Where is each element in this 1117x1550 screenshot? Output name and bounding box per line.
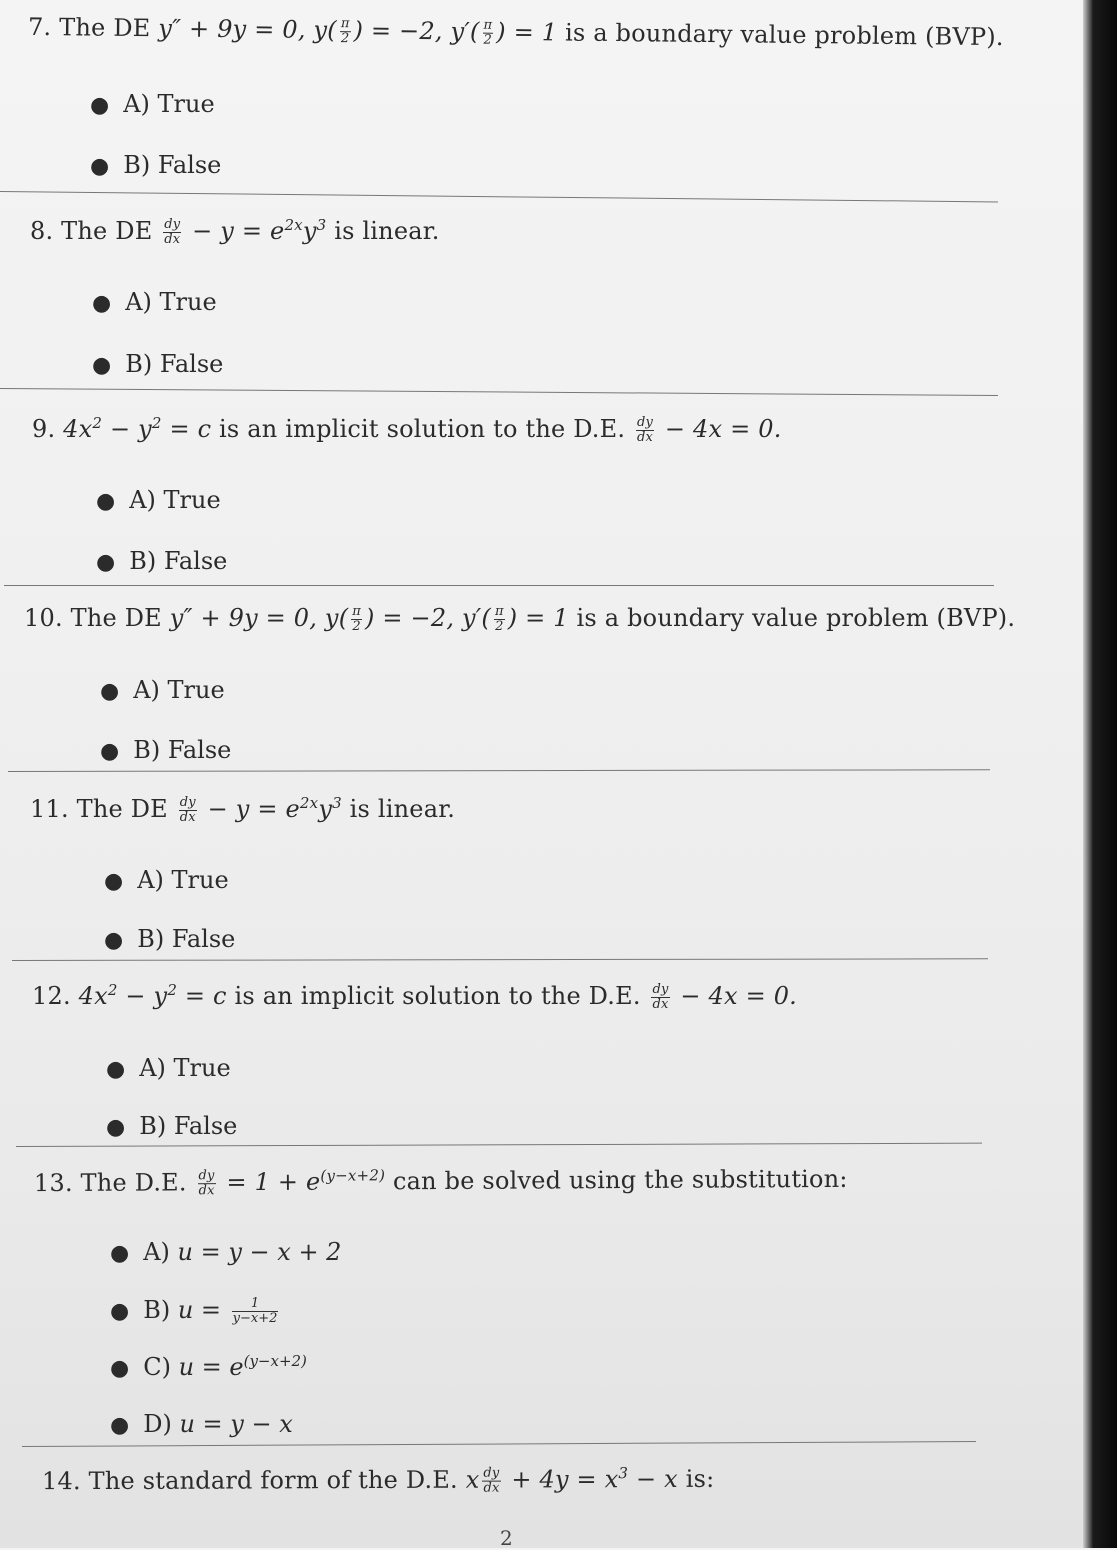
question-11: 11. The DE $\frac{dy}{dx}$ − $y = e^{2x}y^3$ is linear. bbox=[30, 794, 456, 825]
option-13c[interactable]: ● C) $u = e^{(y-x+2)}$ bbox=[110, 1352, 307, 1381]
option-7a[interactable]: ● A) True bbox=[90, 90, 215, 118]
question-number: 12. bbox=[32, 982, 71, 1010]
divider bbox=[12, 958, 988, 961]
question-14: 14. The standard form of the D.E. x $\frac{dy}{dx}$ + $4y = x^3 - x$ is: bbox=[41, 1464, 715, 1496]
option-11b[interactable]: ● B) False bbox=[104, 925, 236, 953]
question-13: 13. The D.E. $\frac{dy}{dx}$ = $1 + e^{(y-x+2)}$ can be solved using the substitution: bbox=[33, 1164, 848, 1199]
question-number: 8. bbox=[30, 217, 54, 245]
page-number: 2 bbox=[500, 1526, 513, 1550]
option-8b[interactable]: ● B) False bbox=[92, 350, 224, 378]
bullet-icon: ● bbox=[110, 1356, 130, 1381]
question-12: 12. $4x^2 - y^2 = c$ is an implicit solution to the D.E. $\frac{dy}{dx}$ − 4x = 0. bbox=[32, 981, 797, 1012]
question-9: 9. $4x^2 - y^2 = c$ is an implicit solution to the D.E. $\frac{dy}{dx}$ − 4x = 0. bbox=[32, 414, 782, 445]
bullet-icon: ● bbox=[100, 739, 120, 764]
bullet-icon: ● bbox=[92, 353, 112, 378]
question-number: 9. bbox=[32, 415, 56, 443]
question-number: 13. bbox=[33, 1168, 73, 1198]
divider bbox=[0, 388, 998, 396]
bullet-icon: ● bbox=[110, 1241, 130, 1266]
bullet-icon: ● bbox=[92, 291, 112, 316]
option-9a[interactable]: ● A) True bbox=[96, 486, 221, 514]
question-10: 10. The DE y″ + 9y = 0, y( $\frac{\pi}{2}$ ) = −2, y′( $\frac{\pi}{2}$ ) = 1 is a boundary value problem (BVP). bbox=[24, 604, 1016, 634]
option-9b[interactable]: ● B) False bbox=[96, 547, 228, 575]
bullet-icon: ● bbox=[100, 679, 120, 704]
bullet-icon: ● bbox=[104, 928, 124, 953]
screen-bezel bbox=[1083, 0, 1117, 1548]
divider bbox=[22, 1441, 976, 1447]
option-10a[interactable]: ● A) True bbox=[100, 676, 225, 704]
question-8: 8. The DE $\frac{dy}{dx}$ − $y = e^{2x}y^3$ is linear. bbox=[30, 216, 440, 247]
bullet-icon: ● bbox=[106, 1115, 126, 1140]
option-7b[interactable]: ● B) False bbox=[90, 151, 222, 179]
bullet-icon: ● bbox=[96, 489, 116, 514]
bullet-icon: ● bbox=[110, 1299, 130, 1324]
divider bbox=[16, 1143, 982, 1147]
divider bbox=[8, 769, 990, 772]
question-number: 7. bbox=[27, 12, 52, 42]
bullet-icon: ● bbox=[90, 93, 110, 118]
divider bbox=[0, 191, 998, 202]
option-13b[interactable]: ● B) u = $\frac{1}{y-x+2}$ bbox=[110, 1296, 278, 1326]
option-12a[interactable]: ● A) True bbox=[106, 1054, 231, 1082]
question-number: 14. bbox=[41, 1467, 81, 1496]
question-number: 11. bbox=[30, 795, 69, 823]
bullet-icon: ● bbox=[96, 550, 116, 575]
question-7: 7. The DE y″ + 9y = 0, y( $\frac{\pi}{2}$ ) = −2, y′( $\frac{\pi}{2}$ ) = 1 is a boundary value problem (BVP). bbox=[27, 12, 1004, 52]
bullet-icon: ● bbox=[106, 1057, 126, 1082]
option-8a[interactable]: ● A) True bbox=[92, 288, 217, 316]
bullet-icon: ● bbox=[104, 869, 124, 894]
bullet-icon: ● bbox=[110, 1413, 130, 1438]
question-number: 10. bbox=[24, 604, 63, 632]
option-12b[interactable]: ● B) False bbox=[106, 1112, 238, 1140]
bullet-icon: ● bbox=[90, 154, 110, 179]
option-13d[interactable]: ● D) u = y − x bbox=[110, 1410, 293, 1438]
option-11a[interactable]: ● A) True bbox=[104, 866, 229, 894]
option-10b[interactable]: ● B) False bbox=[100, 736, 232, 764]
divider bbox=[4, 585, 994, 586]
option-13a[interactable]: ● A) u = y − x + 2 bbox=[110, 1238, 342, 1266]
